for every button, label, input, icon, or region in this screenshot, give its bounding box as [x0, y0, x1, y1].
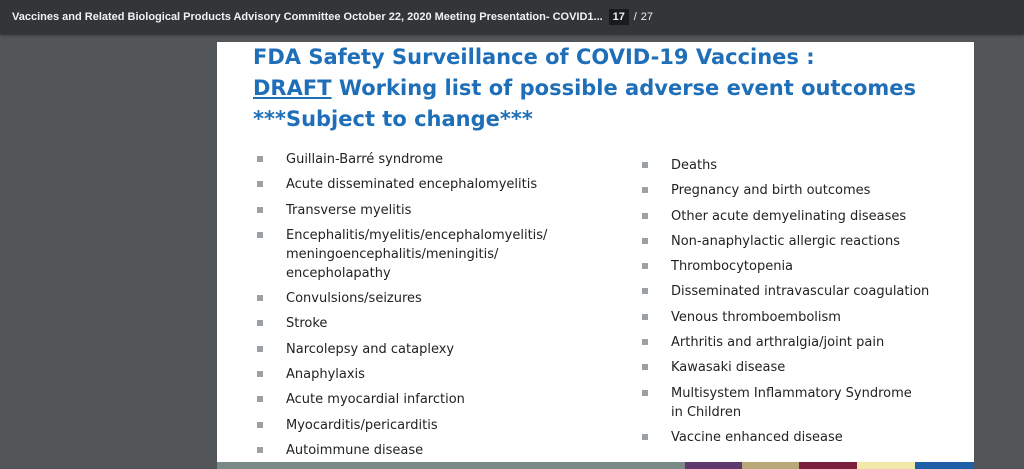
bullet-icon [257, 156, 263, 162]
bullet-icon [642, 238, 648, 244]
list-item: Acute disseminated encephalomyelitis [257, 175, 577, 194]
slide-page [217, 42, 974, 469]
document-title: Vaccines and Related Biological Products Advisory Committee October 22, 2020 Meeting Presentation- COVID1... [12, 11, 603, 23]
slide-title [253, 42, 916, 135]
list-item: Thrombocytopenia [642, 257, 962, 276]
pdf-toolbar [0, 0, 1024, 34]
title-line-3: ***Subject to change*** [253, 107, 533, 131]
bullet-icon [257, 447, 263, 453]
bullet-icon [642, 263, 648, 269]
bullet-icon [257, 346, 263, 352]
bullet-icon [642, 434, 648, 440]
list-item: Vaccine enhanced disease [642, 428, 962, 447]
list-item: Acute myocardial infarction [257, 390, 577, 409]
list-item: Multisystem Inflammatory Syndrome in Children [642, 384, 962, 422]
bullet-icon [257, 207, 263, 213]
footer-segment [799, 462, 857, 469]
list-item: Convulsions/seizures [257, 289, 577, 308]
bullet-icon [642, 314, 648, 320]
list-item: Myocarditis/pericarditis [257, 416, 577, 435]
bullet-icon [642, 364, 648, 370]
footer-segment [685, 462, 742, 469]
bullet-icon [257, 371, 263, 377]
list-item: Kawasaki disease [642, 358, 962, 377]
bullet-icon [257, 396, 263, 402]
list-item: Venous thromboembolism [642, 308, 962, 327]
bullet-icon [642, 187, 648, 193]
footer-segment [742, 462, 799, 469]
right-outcome-list [642, 156, 962, 453]
title-line-1: FDA Safety Surveillance of COVID-19 Vaccines : [253, 45, 815, 69]
list-item: Encephalitis/myelitis/encephalomyelitis/ meningoencephalitis/meningitis/ encepholapathy [257, 226, 577, 283]
bullet-icon [257, 320, 263, 326]
footer-segment [915, 462, 974, 469]
page-separator: / [633, 11, 637, 23]
bullet-icon [642, 213, 648, 219]
total-pages: 27 [640, 11, 654, 23]
draft-label: DRAFT [253, 76, 332, 100]
list-item: Non-anaphylactic allergic reactions [642, 232, 962, 251]
bullet-icon [257, 422, 263, 428]
list-item: Autoimmune disease [257, 441, 577, 460]
list-item: Narcolepsy and cataplexy [257, 340, 577, 359]
list-item: Arthritis and arthralgia/joint pain [642, 333, 962, 352]
slide-footer-color-bar [217, 462, 974, 469]
page-counter [609, 9, 653, 25]
footer-segment [857, 462, 915, 469]
list-item: Stroke [257, 314, 577, 333]
list-item: Transverse myelitis [257, 201, 577, 220]
bullet-icon [642, 339, 648, 345]
list-item: Other acute demyelinating diseases [642, 207, 962, 226]
left-outcome-list [257, 150, 577, 466]
list-item: Guillain-Barré syndrome [257, 150, 577, 169]
bullet-icon [642, 288, 648, 294]
list-item: Disseminated intravascular coagulation [642, 282, 962, 301]
list-item: Deaths [642, 156, 962, 175]
list-item: Pregnancy and birth outcomes [642, 181, 962, 200]
title-line-2-rest: Working list of possible adverse event outcomes [331, 76, 916, 100]
title-line-2 [253, 73, 916, 104]
bullet-icon [257, 181, 263, 187]
bullet-icon [642, 390, 648, 396]
bullet-icon [642, 162, 648, 168]
list-item: Anaphylaxis [257, 365, 577, 384]
bullet-icon [257, 232, 263, 238]
footer-segment [217, 462, 685, 469]
bullet-icon [257, 295, 263, 301]
page-number-input[interactable] [609, 9, 629, 25]
